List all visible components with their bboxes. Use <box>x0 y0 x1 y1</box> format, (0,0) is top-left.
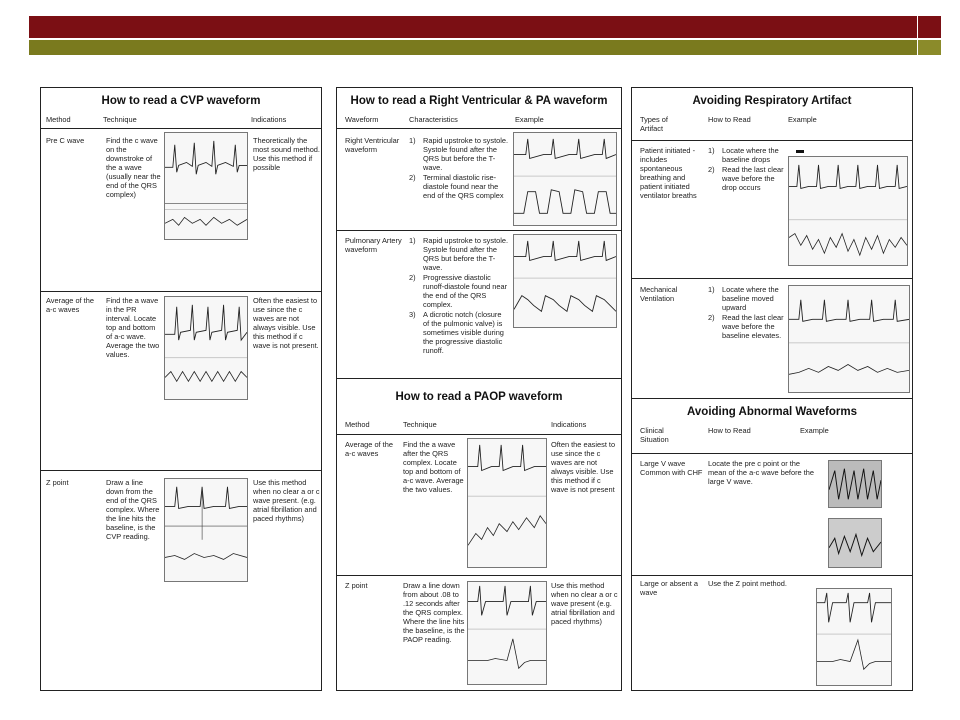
rvpa-title: How to read a Right Ventricular & PA waveform <box>350 95 608 107</box>
rv-waveform-label: Right Ventricular waveform <box>345 136 400 154</box>
cvp-row2-technique: Find the a wave in the PR interval. Locate top and bottom of a-c wave. Average the two values. <box>106 296 160 359</box>
abn-header-example: Example <box>800 426 829 435</box>
abn-row1-how: Locate the pre c point or the mean of the a-c wave before the large V wave. <box>708 459 814 486</box>
cvp-panel <box>40 87 322 691</box>
resp-row2-type: Mechanical Ventilation <box>640 285 678 303</box>
rv-waveform-example <box>513 132 617 226</box>
abn-row1-situation: Large V wave Common with CHF <box>640 459 703 477</box>
paop-row1-indications: Often the easiest to use since the c waves are not always visible. Use this method if c wave is not present <box>551 440 616 494</box>
rvpa-header-example: Example <box>515 115 544 124</box>
resp-panel <box>631 87 913 691</box>
resp-row1-step-1: 1) Locate where the baseline drops <box>708 146 779 164</box>
resp-row1-waveform <box>788 156 908 266</box>
paop-row1-method: Average of the a-c waves <box>345 440 393 458</box>
resp-row1-step-2: 2) Read the last clear wave before the drop occurs <box>708 165 784 192</box>
resp-row1-steps <box>708 146 786 193</box>
cvp-header-technique: Technique <box>103 115 137 124</box>
cvp-row2-indications: Often the easiest to use since the c waves are not always visible. Use this method if c wave is not present. <box>253 296 319 350</box>
pa-steps <box>409 236 509 356</box>
rvpa-header-waveform: Waveform <box>345 115 379 124</box>
abn-row1-waveform-bottom <box>828 518 882 568</box>
rv-steps <box>409 136 509 201</box>
cvp-title: How to read a CVP waveform <box>101 95 261 107</box>
rv-step-1: 1) Rapid upstroke to systole. Systole found after the QRS but before the T-wave. <box>409 136 509 172</box>
resp-header-example: Example <box>788 115 817 124</box>
cvp-row1-technique: Find the c wave on the downstroke of the a wave (usually near the end of the QRS complex) <box>106 136 161 199</box>
paop-row2-method: Z point <box>345 581 368 590</box>
abn-row2-waveform <box>816 588 892 686</box>
paop-header-technique: Technique <box>403 420 437 429</box>
header-square-maroon <box>918 16 941 38</box>
resp-row2-step-2: 2) Read the last clear wave before the baseline elevates. <box>708 313 784 340</box>
paop-title: How to read a PAOP waveform <box>395 391 563 403</box>
cvp-row3-technique: Draw a line down from the end of the QRS complex. Where the line hits the baseline, is the CVP reading. <box>106 478 160 541</box>
header-bar-olive <box>29 40 917 55</box>
abn-title: Avoiding Abnormal Waveforms <box>687 406 857 418</box>
pa-step-2: 2) Progressive diastolic runoff-diastole found near the end of the QRS complex. <box>409 273 508 309</box>
pa-waveform-label: Pulmonary Artery waveform <box>345 236 402 254</box>
resp-row2-step-1: 1) Locate where the baseline moved upward <box>708 285 779 312</box>
cvp-row3-waveform <box>164 478 248 582</box>
resp-row1-marker <box>796 150 804 153</box>
pa-step-1: 1) Rapid upstroke to systole. Systole found after the QRS but before the T-wave. <box>409 236 509 272</box>
resp-row1-type: Patient initiated - includes spontaneous breathing and patient initiated ventilator breaths <box>640 146 697 200</box>
cvp-row3-indications: Use this method when no clear a or c wave present. (e.g. atrial fibrillation and paced rhythms) <box>253 478 320 523</box>
paop-row1-waveform <box>467 438 547 568</box>
pa-step-3: 3) A dicrotic notch (closure of the pulmonic valve) is sometimes visible during the progressive diastolic runoff. <box>409 310 504 355</box>
cvp-row2-waveform <box>164 296 248 400</box>
cvp-header-indications: Indications <box>251 115 287 124</box>
paop-header-indications: Indications <box>551 420 587 429</box>
header-square-olive <box>918 40 941 55</box>
header-bar-maroon <box>29 16 917 38</box>
abn-row2-situation: Large or absent a wave <box>640 579 698 597</box>
cvp-row1-method: Pre C wave <box>46 136 85 145</box>
resp-title: Avoiding Respiratory Artifact <box>692 95 852 107</box>
paop-row2-technique: Draw a line down from about .08 to .12 seconds after the QRS complex. Where the line hits the baseline, is the PAOP reading. <box>403 581 465 644</box>
resp-header-how: How to Read <box>708 115 751 124</box>
cvp-row2-method: Average of the a-c waves <box>46 296 94 314</box>
cvp-header-method: Method <box>46 115 71 124</box>
resp-row2-waveform <box>788 285 910 393</box>
abn-header-how: How to Read <box>708 426 751 435</box>
paop-row2-indications: Use this method when no clear a or c wave present (e.g. atrial fibrillation and paced rhythms) <box>551 581 618 626</box>
abn-row2-how: Use the Z point method. <box>708 579 787 588</box>
cvp-row1-waveform <box>164 132 248 240</box>
paop-row1-technique: Find the a wave after the QRS complex. Locate top and bottom of a-c wave. Average the two values. <box>403 440 464 494</box>
cvp-row3-method: Z point <box>46 478 69 487</box>
pa-waveform-example <box>513 234 617 328</box>
rvpa-panel <box>336 87 622 691</box>
rvpa-header-characteristics: Characteristics <box>409 115 458 124</box>
paop-header-method: Method <box>345 420 370 429</box>
resp-header-types: Types of Artifact <box>640 115 668 133</box>
abn-header-situation: Clinical Situation <box>640 426 669 444</box>
resp-row2-steps <box>708 285 786 341</box>
paop-row2-waveform <box>467 581 547 685</box>
rv-step-2: 2) Terminal diastolic rise-diastole found near the end of the QRS complex <box>409 173 504 200</box>
cvp-row1-indications: Theoretically the most sound method. Use this method if possible <box>253 136 320 172</box>
abn-row1-waveform-top <box>828 460 882 508</box>
